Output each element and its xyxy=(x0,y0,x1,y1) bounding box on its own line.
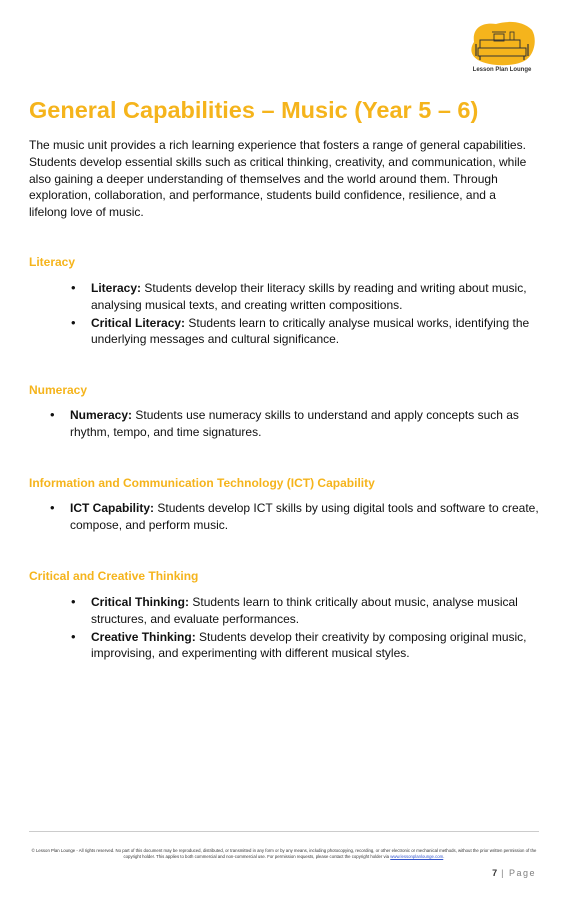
page-number-value: 7 xyxy=(492,868,498,878)
critical-creative-thinking-list xyxy=(71,594,539,663)
list-item xyxy=(71,594,539,628)
section-heading-literacy: Literacy xyxy=(29,255,76,269)
list-item-term: Creative Thinking: xyxy=(91,629,196,644)
numeracy-list xyxy=(50,407,539,442)
section-heading-ict: Information and Communication Technology (ICT) Capability xyxy=(29,476,375,490)
page-separator: | xyxy=(497,868,509,878)
footer-copyright-text: © Lesson Plan Lounge - All rights reserved. No part of this document may be reproduced, distributed, or transmitted in any form or by any means, including photocopying, recording, or other electronic or mechanical methods, without the prior written permission of the copyright holder. This applies to both commercial and non-commercial use. For permission requests, please contact the copyright holder via xyxy=(31,848,537,859)
list-item-term: Numeracy: xyxy=(70,408,133,422)
list-item-text: Students learn to critically analyse musical works, identifying the underlying messages and cultural significance. xyxy=(91,315,530,347)
list-item-term: Literacy: xyxy=(91,281,142,295)
list-item-text: Students learn to think critically about music, analyse musical structures, and evaluate performances. xyxy=(91,595,518,626)
list-item xyxy=(71,280,539,314)
list-item-text: Students develop their creativity by composing original music, improvising, and experimenting with different musical styles. xyxy=(91,629,527,661)
list-item xyxy=(71,629,539,663)
list-item-text: Students develop ICT skills by using digital tools and software to create, compose, and perform music. xyxy=(70,501,539,532)
sofa-logo-icon xyxy=(466,20,538,68)
page-title: General Capabilities – Music (Year 5 – 6) xyxy=(29,97,479,123)
footer-link-suffix: . xyxy=(443,854,445,859)
list-item-term: Critical Thinking: xyxy=(91,595,190,609)
list-item-text: Students use numeracy skills to understand and apply concepts such as rhythm, tempo, and time signatures. xyxy=(70,408,519,439)
list-item-term: ICT Capability: xyxy=(70,501,155,515)
list-item xyxy=(50,407,539,441)
intro-paragraph: The music unit provides a rich learning experience that fosters a range of general capabilities. Students develop essential skills such as critical thinking, creativity, and communication, while also gaining a deeper understanding of themselves and the world around them. Through exploration, collaboration, and performance, students build confidence, resilience, and a lifelong love of music. xyxy=(29,138,527,220)
lesson-plan-lounge-logo xyxy=(466,20,538,78)
footer-copyright xyxy=(29,848,539,860)
literacy-list xyxy=(71,280,539,349)
page-label: Page xyxy=(508,868,536,878)
logo-text: Lesson Plan Lounge xyxy=(472,67,532,73)
list-item xyxy=(71,315,539,349)
footer-website-link[interactable]: www.lessonplanlounge.com xyxy=(390,854,444,859)
ict-list xyxy=(50,500,539,535)
list-item xyxy=(50,500,539,534)
section-heading-critical-creative-thinking: Critical and Creative Thinking xyxy=(29,569,199,583)
section-heading-numeracy: Numeracy xyxy=(29,383,88,397)
footer-divider xyxy=(29,831,539,832)
page-number xyxy=(492,868,536,878)
list-item-term: Critical Literacy: xyxy=(91,315,186,330)
list-item-text: Students develop their literacy skills by reading and writing about music, analysing musical texts, and creating written compositions. xyxy=(91,281,527,312)
